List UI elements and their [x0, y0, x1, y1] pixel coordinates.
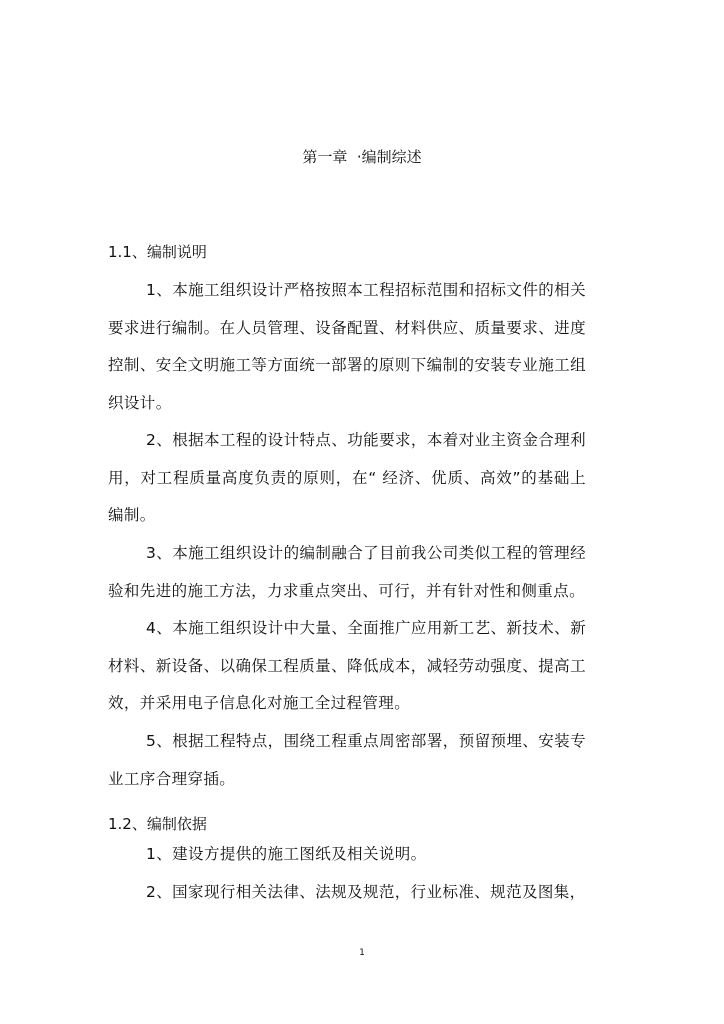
paragraph-1-1-2: 2、根据本工程的设计特点、功能要求，本着对业主资金合理利用，对工程质量高度负责的原则，在“ 经济、优质、高效”的基础上编制。 — [108, 431, 586, 524]
chapter-title: 第一章 ·编制综述 — [302, 148, 422, 166]
section-heading-1-1: 1.1、编制说明 — [108, 243, 207, 261]
paragraph-1-2-1: 1、建设方提供的施工图纸及相关说明。 — [146, 845, 427, 863]
paragraph-1-1-5: 5、根据工程特点，围绕工程重点周密部署，预留预埋、安装专业工序合理穿插。 — [108, 732, 586, 788]
paragraph-1-1-1: 1、本施工组织设计严格按照本工程招标范围和招标文件的相关要求进行编制。在人员管理、设备配置、材料供应、质量要求、进度控制、安全文明施工等方面统一部署的原则下编制的安装专业施工组织设计。 — [108, 281, 586, 412]
paragraph-1-2-2: 2、国家现行相关法律、法规及规范，行业标准、规范及图集， — [146, 883, 586, 901]
paragraph-1-1-3: 3、本施工组织设计的编制融合了目前我公司类似工程的管理经验和先进的施工方法，力求重点突出、可行，并有针对性和侧重点。 — [108, 544, 586, 600]
paragraph-1-1-4: 4、本施工组织设计中大量、全面推广应用新工艺、新技术、新材料、新设备、以确保工程质量、降低成本，减轻劳动强度、提高工效，并采用电子信息化对施工全过程管理。 — [108, 619, 586, 712]
page-number: 1 — [359, 948, 365, 958]
section-heading-1-2: 1.2、编制依据 — [108, 815, 207, 833]
